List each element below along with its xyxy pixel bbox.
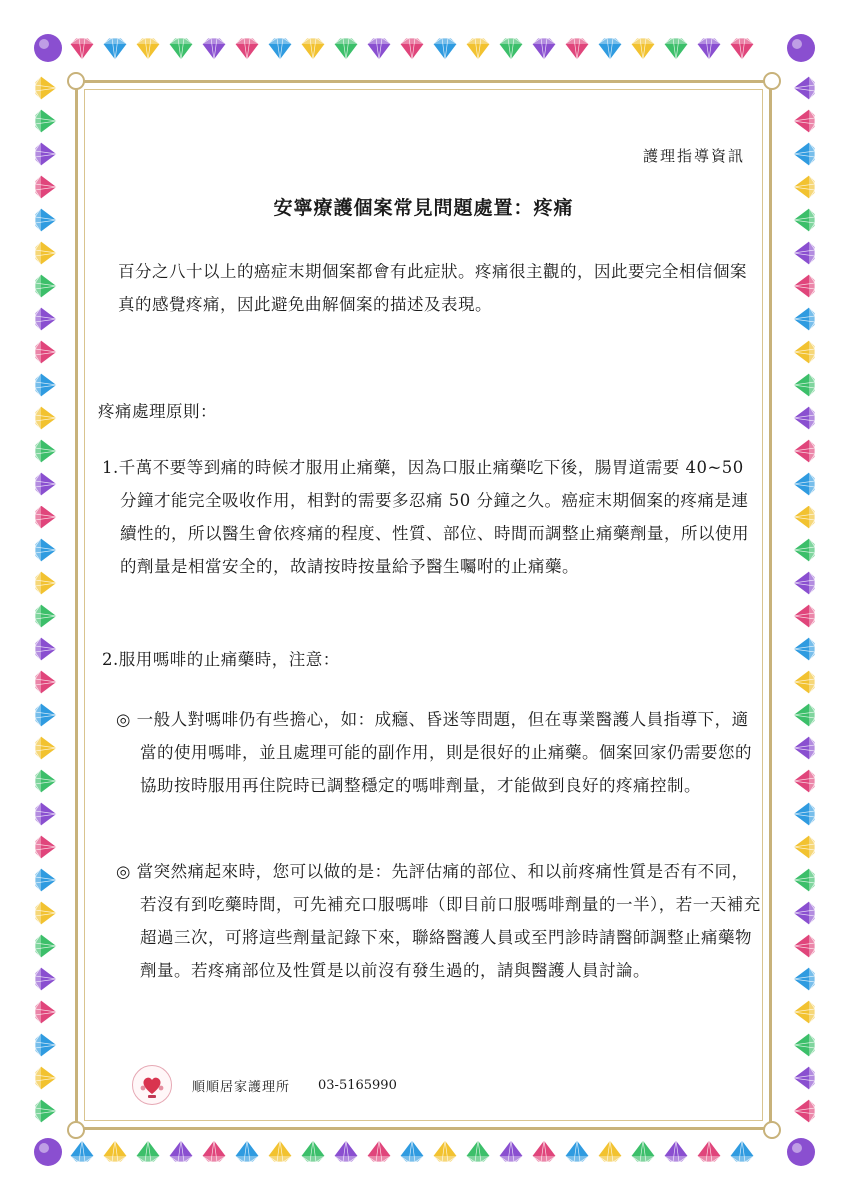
gem-icon: [793, 637, 815, 661]
gem-icon: [793, 967, 815, 991]
gem-icon: [631, 38, 655, 60]
gem-icon: [35, 538, 57, 562]
gem-icon: [793, 472, 815, 496]
gem-icon: [793, 703, 815, 727]
gem-icon: [532, 38, 556, 60]
bullet-item-breakthrough-pain: ◎ 當突然痛起來時，您可以做的是：先評估痛的部位、和以前疼痛性質是否有不同，若沒有到吃藥時間，可先補充口服嗎啡（即目前口服嗎啡劑量的一半），若一天補充超過三次，可將這些劑量記錄下來，聯絡醫護人員或至門診時請醫師調整止痛藥物劑量。若疼痛部位及性質是以前沒有發生過的，請與醫護人員討論。: [116, 862, 761, 980]
gem-icon: [35, 1099, 57, 1123]
gem-icon: [35, 76, 57, 100]
gem-icon: [793, 109, 815, 133]
footer: [132, 1065, 397, 1105]
gem-icon: [793, 406, 815, 430]
gem-icon: [70, 38, 94, 60]
gem-icon: [35, 1033, 57, 1057]
principles-heading: 疼痛處理原則：: [98, 402, 217, 421]
gem-icon: [235, 1140, 259, 1162]
gem-icon: [433, 1140, 457, 1162]
gem-icon: [35, 637, 57, 661]
gem-icon: [793, 1099, 815, 1123]
gem-icon: [793, 670, 815, 694]
gem-icon: [793, 274, 815, 298]
gem-icon: [35, 604, 57, 628]
gem-icon: [631, 1140, 655, 1162]
document-page: [90, 95, 761, 1115]
gem-icon: [793, 1066, 815, 1090]
gem-icon: [793, 835, 815, 859]
gem-icon: [35, 967, 57, 991]
gem-icon: [35, 142, 57, 166]
corner-orb-icon: [34, 1138, 62, 1166]
document-title: 安寧療護個案常見問題處置：疼痛: [273, 197, 574, 219]
gem-icon: [35, 835, 57, 859]
gem-icon: [35, 934, 57, 958]
gem-icon: [35, 802, 57, 826]
gem-icon: [35, 868, 57, 892]
gem-icon: [400, 38, 424, 60]
gem-icon: [793, 175, 815, 199]
gem-icon: [793, 934, 815, 958]
gem-icon: [565, 1140, 589, 1162]
gem-icon: [35, 439, 57, 463]
gem-icon: [202, 1140, 226, 1162]
gem-icon: [268, 38, 292, 60]
numbered-item-1: 1.千萬不要等到痛的時候才服用止痛藥，因為口服止痛藥吃下後，腸胃道需要 40~50 分鐘才能完全吸收作用，相對的需要多忍痛 50 分鐘之久。癌症末期個案的疼痛是連續性的，所以醫生會依疼痛的程度、性質、部位、時間而調整止痛藥劑量，所以使用的劑量是相當安全的，故請按時按量給予醫生囑咐的止痛藥。: [102, 458, 749, 576]
gem-icon: [235, 38, 259, 60]
gem-icon: [793, 736, 815, 760]
gem-icon: [35, 703, 57, 727]
gem-icon: [301, 38, 325, 60]
gem-icon: [499, 1140, 523, 1162]
gem-icon: [35, 901, 57, 925]
organization-name: 順順居家護理所: [192, 1079, 291, 1095]
gem-icon: [35, 241, 57, 265]
numbered-item-2: 2.服用嗎啡的止痛藥時，注意：: [102, 650, 340, 669]
gem-icon: [793, 604, 815, 628]
gem-icon: [301, 1140, 325, 1162]
gem-icon: [466, 1140, 490, 1162]
gem-icon: [35, 340, 57, 364]
gem-icon: [793, 868, 815, 892]
intro-paragraph: 百分之八十以上的癌症末期個案都會有此症狀。疼痛很主觀的，因此要完全相信個案真的感覺疼痛，因此避免曲解個案的描述及表現。: [118, 262, 747, 314]
gem-icon: [35, 373, 57, 397]
gem-icon: [793, 142, 815, 166]
gem-icon: [793, 439, 815, 463]
gem-icon: [35, 175, 57, 199]
gem-icon: [35, 670, 57, 694]
gem-icon: [35, 571, 57, 595]
frame-corner-ornament: [763, 72, 781, 90]
gem-icon: [202, 38, 226, 60]
header-label: 護理指導資訊: [642, 147, 745, 165]
gem-icon: [35, 406, 57, 430]
frame-corner-ornament: [763, 1121, 781, 1139]
gem-icon: [565, 38, 589, 60]
gem-icon: [35, 505, 57, 529]
gem-icon: [499, 38, 523, 60]
gem-icon: [466, 38, 490, 60]
organization-phone: 03-5165990: [318, 1077, 397, 1093]
gem-icon: [367, 38, 391, 60]
gem-icon: [793, 1033, 815, 1057]
gem-icon: [697, 38, 721, 60]
gem-icon: [35, 736, 57, 760]
gem-icon: [598, 1140, 622, 1162]
gem-icon: [169, 38, 193, 60]
gem-icon: [35, 208, 57, 232]
corner-orb-icon: [34, 34, 62, 62]
gem-icon: [730, 1140, 754, 1162]
gem-icon: [793, 571, 815, 595]
gem-icon: [35, 274, 57, 298]
gem-icon: [268, 1140, 292, 1162]
gem-icon: [793, 373, 815, 397]
gem-icon: [35, 472, 57, 496]
frame-corner-ornament: [67, 72, 85, 90]
gem-icon: [35, 307, 57, 331]
bullet-item-morphine-concerns: ◎ 一般人對嗎啡仍有些擔心，如：成癮、昏迷等問題，但在專業醫護人員指導下，適當的使用嗎啡，並且處理可能的副作用，則是很好的止痛藥。個案回家仍需要您的協助按時服用再住院時已調整穩定的嗎啡劑量，才能做到良好的疼痛控制。: [116, 710, 752, 795]
gem-icon: [598, 38, 622, 60]
gem-icon: [793, 340, 815, 364]
corner-orb-icon: [787, 1138, 815, 1166]
gem-icon: [334, 1140, 358, 1162]
gem-icon: [35, 1066, 57, 1090]
gem-icon: [793, 208, 815, 232]
gem-icon: [664, 1140, 688, 1162]
gem-icon: [136, 1140, 160, 1162]
gem-icon: [136, 38, 160, 60]
corner-orb-icon: [787, 34, 815, 62]
gem-icon: [793, 307, 815, 331]
gem-icon: [793, 1000, 815, 1024]
gem-icon: [35, 109, 57, 133]
gem-icon: [730, 38, 754, 60]
gem-icon: [793, 241, 815, 265]
gem-icon: [169, 1140, 193, 1162]
gem-icon: [793, 538, 815, 562]
gem-icon: [70, 1140, 94, 1162]
gem-icon: [35, 1000, 57, 1024]
gem-icon: [532, 1140, 556, 1162]
gem-icon: [103, 38, 127, 60]
gem-icon: [793, 901, 815, 925]
gem-icon: [793, 802, 815, 826]
gem-icon: [793, 769, 815, 793]
heart-hands-logo-icon: [132, 1065, 172, 1105]
gem-icon: [793, 76, 815, 100]
gem-icon: [793, 505, 815, 529]
frame-corner-ornament: [67, 1121, 85, 1139]
gem-icon: [697, 1140, 721, 1162]
gem-icon: [367, 1140, 391, 1162]
gem-icon: [433, 38, 457, 60]
gem-icon: [334, 38, 358, 60]
gem-icon: [35, 769, 57, 793]
gem-icon: [103, 1140, 127, 1162]
gem-icon: [400, 1140, 424, 1162]
gem-icon: [664, 38, 688, 60]
